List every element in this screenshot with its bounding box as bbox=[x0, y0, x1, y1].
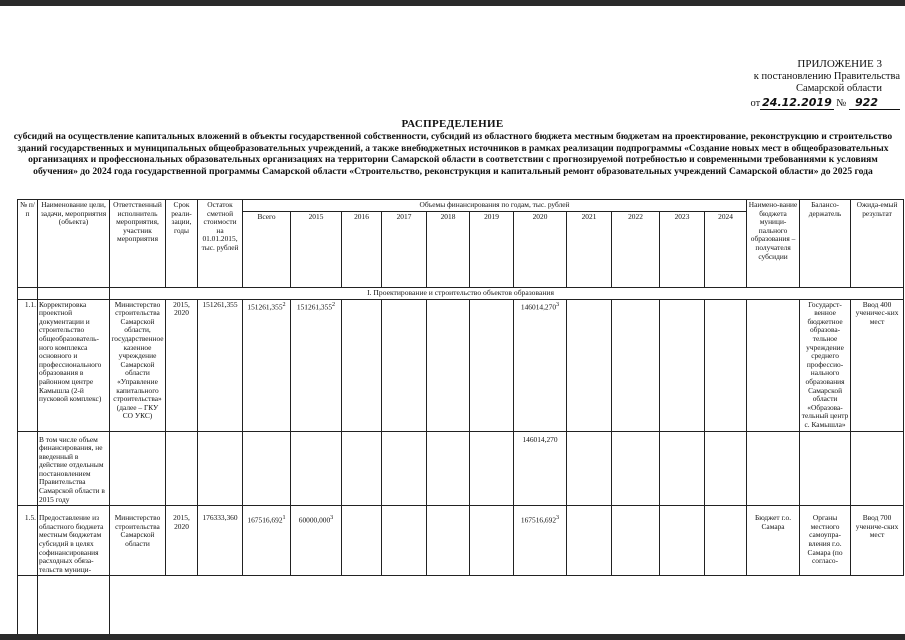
header-year: 2017 bbox=[382, 212, 427, 288]
table-row bbox=[18, 299, 904, 431]
row-recipient: Бюджет г.о. Самара bbox=[747, 506, 800, 576]
row-holder: Органы местного самоупра-вления г.о. Самара (по согласо- bbox=[800, 506, 851, 576]
col-line bbox=[37, 199, 38, 634]
appendix-line-2: Самарской области bbox=[796, 83, 882, 94]
appendix-title: ПРИЛОЖЕНИЕ 3 bbox=[797, 58, 882, 70]
row-2017 bbox=[382, 299, 427, 431]
footnote-mark: 2 bbox=[282, 301, 286, 308]
footnote-mark: 2 bbox=[332, 301, 336, 308]
col-line bbox=[109, 199, 110, 634]
header-year: 2022 bbox=[612, 212, 660, 288]
row-2015 bbox=[291, 299, 342, 431]
number-prefix: № bbox=[836, 97, 847, 109]
row-2020 bbox=[514, 299, 567, 431]
row-2022 bbox=[612, 299, 660, 431]
header-year: 2020 bbox=[514, 212, 567, 288]
row-holder: Государст-венное бюджетное образова-тельное учреждение среднего профессио-нального образования Самарской области «Образова-тельный центр с. Камышла» bbox=[800, 299, 851, 431]
header-year: 2023 bbox=[660, 212, 705, 288]
y2020-value: 167516,692 bbox=[520, 515, 557, 525]
distribution-table bbox=[17, 199, 904, 576]
header-row-1 bbox=[18, 200, 904, 212]
row-2018 bbox=[427, 299, 470, 431]
row-name: В том числе объем финансирования, не введенный в действие отдельным постановлением Правительства Самарской области в 2015 году bbox=[38, 431, 110, 506]
table-row bbox=[18, 506, 904, 576]
document-title: РАСПРЕДЕЛЕНИЕ bbox=[401, 118, 504, 130]
footnote-mark: 3 bbox=[330, 515, 334, 522]
appendix-block bbox=[700, 58, 900, 110]
number-handwritten: 922 bbox=[849, 96, 900, 110]
footnote-mark: 1 bbox=[282, 515, 286, 522]
row-2020 bbox=[514, 506, 567, 576]
y2015-value: 60000,000 bbox=[298, 515, 331, 525]
header-remainder: Остаток сметной стоимости на 01.01.2015, тыс. рублей bbox=[198, 200, 243, 288]
row-num: 1.5. bbox=[18, 506, 38, 576]
table-row bbox=[18, 431, 904, 506]
top-scan-border bbox=[0, 0, 905, 6]
row-2015 bbox=[291, 506, 342, 576]
header-total: Всего bbox=[243, 212, 291, 288]
header-year: 2015 bbox=[291, 212, 342, 288]
header-holder: Балансо-держатель bbox=[800, 200, 851, 288]
header-term: Срок реали-зации, годы bbox=[166, 200, 198, 288]
row-2016 bbox=[342, 299, 382, 431]
col-line bbox=[17, 199, 18, 634]
header-year: 2016 bbox=[342, 212, 382, 288]
row-name: Предоставление из областного бюджета местным бюджетам субсидий в целях софинансирования расходных обяза-тельств муници- bbox=[38, 506, 110, 576]
row-2019 bbox=[470, 299, 514, 431]
header-result: Ожида-емый результат bbox=[851, 200, 904, 288]
y2020-value: 146014,270 bbox=[520, 302, 557, 312]
header-funding-group: Объемы финансирования по годам, тыс. рублей bbox=[243, 200, 747, 212]
appendix-date-number bbox=[700, 97, 900, 111]
y2015-value: 151261,355 bbox=[296, 302, 333, 312]
row-num: 1.1. bbox=[18, 299, 38, 431]
header-year: 2021 bbox=[567, 212, 612, 288]
row-total bbox=[243, 506, 291, 576]
row-result: Ввод 400 ученичес-ких мест bbox=[851, 299, 904, 431]
row-name: Корректировка проектной документации и строительство общеобразователь-ного комплекса основного и профессионального образования в районном центре Камышла (2-й пусковой комплекс) bbox=[38, 299, 110, 431]
row-remainder: 176333,360 bbox=[198, 506, 243, 576]
header-year: 2019 bbox=[470, 212, 514, 288]
total-value: 151261,355 bbox=[247, 302, 283, 312]
row-recipient bbox=[747, 299, 800, 431]
footnote-mark: 3 bbox=[556, 515, 560, 522]
date-handwritten: 24.12.2019 bbox=[762, 95, 832, 109]
footnote-mark: 3 bbox=[556, 301, 560, 308]
header-year: 2018 bbox=[427, 212, 470, 288]
row-2024 bbox=[705, 299, 747, 431]
header-recipient: Наимено-вание бюджета муници-пального образования – получателя субсидии bbox=[747, 200, 800, 288]
row-2023 bbox=[660, 299, 705, 431]
header-num: № п/п bbox=[18, 200, 38, 288]
bottom-scan-border bbox=[0, 634, 905, 640]
section-row bbox=[18, 288, 904, 300]
date-prefix: от bbox=[750, 97, 761, 109]
appendix-line-1: к постановлению Правительства bbox=[753, 70, 900, 82]
row-executor: Министерство строительства Самарской области, государственное казенное учреждение Самарской области «Управление капитального строительства» (далее – ГКУ СО УКС) bbox=[110, 299, 166, 431]
header-name: Наименование цели, задачи, мероприятия (объекта) bbox=[38, 200, 110, 288]
header-executor: Ответственный исполнитель мероприятия, участник мероприятия bbox=[110, 200, 166, 288]
total-value: 167516,692 bbox=[247, 515, 283, 525]
row-2020: 146014,270 bbox=[514, 431, 567, 506]
row-result: Ввод 700 учениче-ских мест bbox=[851, 506, 904, 576]
row-term: 2015, 2020 bbox=[166, 299, 198, 431]
row-remainder: 151261,355 bbox=[198, 299, 243, 431]
document-description: субсидий на осуществление капитальных вложений в объекты государственной собственности, субсидий из областного бюджета местным бюджетам на проектирование, реконструкцию и строительство зданий государственных и муниципальных общеобразовательных учреждений, а также внебюджетных источников в рамках реализации подпрограммы «Создание новых мест в общеобразовательных организациях и профессиональных образовательных организациях на территории Самарской области в соответствии с прогнозируемой потребностью и современными требованиями к условиям обучения» до 2024 года государственной программы Самарской области «Строительство, реконструкция и капитальный ремонт образовательных учреждений Самарской области» до 2025 года bbox=[13, 131, 893, 177]
row-executor: Министерство строительства Самарской области bbox=[110, 506, 166, 576]
row-total bbox=[243, 299, 291, 431]
row-term: 2015, 2020 bbox=[166, 506, 198, 576]
header-year: 2024 bbox=[705, 212, 747, 288]
section-title: I. Проектирование и строительство объектов образования bbox=[18, 288, 904, 300]
row-2021 bbox=[567, 299, 612, 431]
